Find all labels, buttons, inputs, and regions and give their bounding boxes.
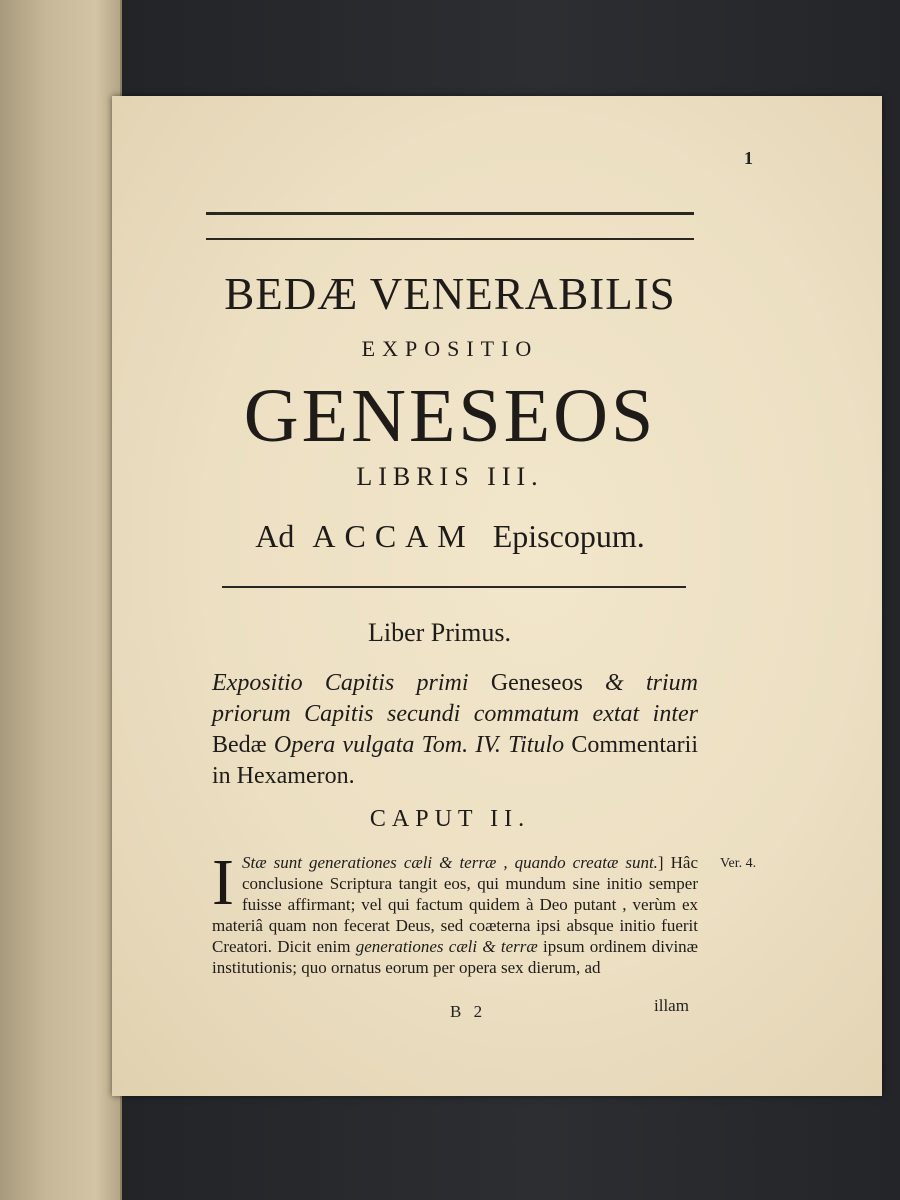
editorial-note — [212, 668, 698, 792]
title-author: BEDÆ VENERABILIS — [224, 269, 676, 319]
dedication-ad: Ad — [255, 518, 295, 554]
note-part5: Opera vulgata Tom. IV. Titulo — [273, 732, 565, 758]
top-rule-second — [206, 238, 694, 240]
margin-note: Ver. 4. — [720, 856, 757, 871]
dedication-episcopum: Episcopum. — [492, 518, 645, 554]
body-text — [212, 846, 699, 978]
signature-mark: B 2 — [450, 1002, 487, 1021]
dedication-name: ACCAM — [312, 518, 475, 554]
drop-cap: I — [212, 846, 234, 919]
body-text-2: ipsum ordinem divinæ institutionis; quo ornatus eorum per opera sex dierum, ad — [212, 937, 699, 977]
title-expositio: EXPOSITIO — [361, 336, 539, 361]
note-part4: Bedæ — [212, 732, 274, 758]
top-rule — [206, 212, 694, 215]
note-part2: Geneseos — [468, 670, 606, 696]
chapter-heading: CAPUT II. — [369, 806, 531, 832]
page-number: 1 — [744, 148, 753, 168]
book-heading: Liber Primus. — [368, 618, 511, 647]
body-text-1: ] Hâc conclusione Scriptura tangit eos, qui mundum sine initio semper fuisse affirmant; vel qui factum quidem à Deo putant , verùm ex materiâ quam non fecerat Deus, sed coæterna ipsi absque initio fuerit Creatori. Dicit enim — [212, 853, 698, 956]
note-part1: Expositio Capitis primi — [212, 670, 469, 696]
note-part6: Commentarii in Hexameron. — [212, 732, 699, 789]
title-geneseos: GENESEOS — [243, 374, 657, 458]
body-italic-1: Stæ sunt generationes cæli & terræ , quando creatæ sunt. — [241, 853, 658, 872]
mid-rule — [222, 586, 686, 588]
title-libris: LIBRIS III. — [356, 462, 544, 491]
catchword: illam — [654, 996, 689, 1015]
body-italic-2: generationes cæli & terræ — [355, 937, 538, 956]
facing-page-edge — [0, 0, 122, 1200]
note-part3: & trium priorum Capitis secundi commatum extat inter — [212, 670, 698, 727]
title-dedication — [200, 518, 700, 555]
